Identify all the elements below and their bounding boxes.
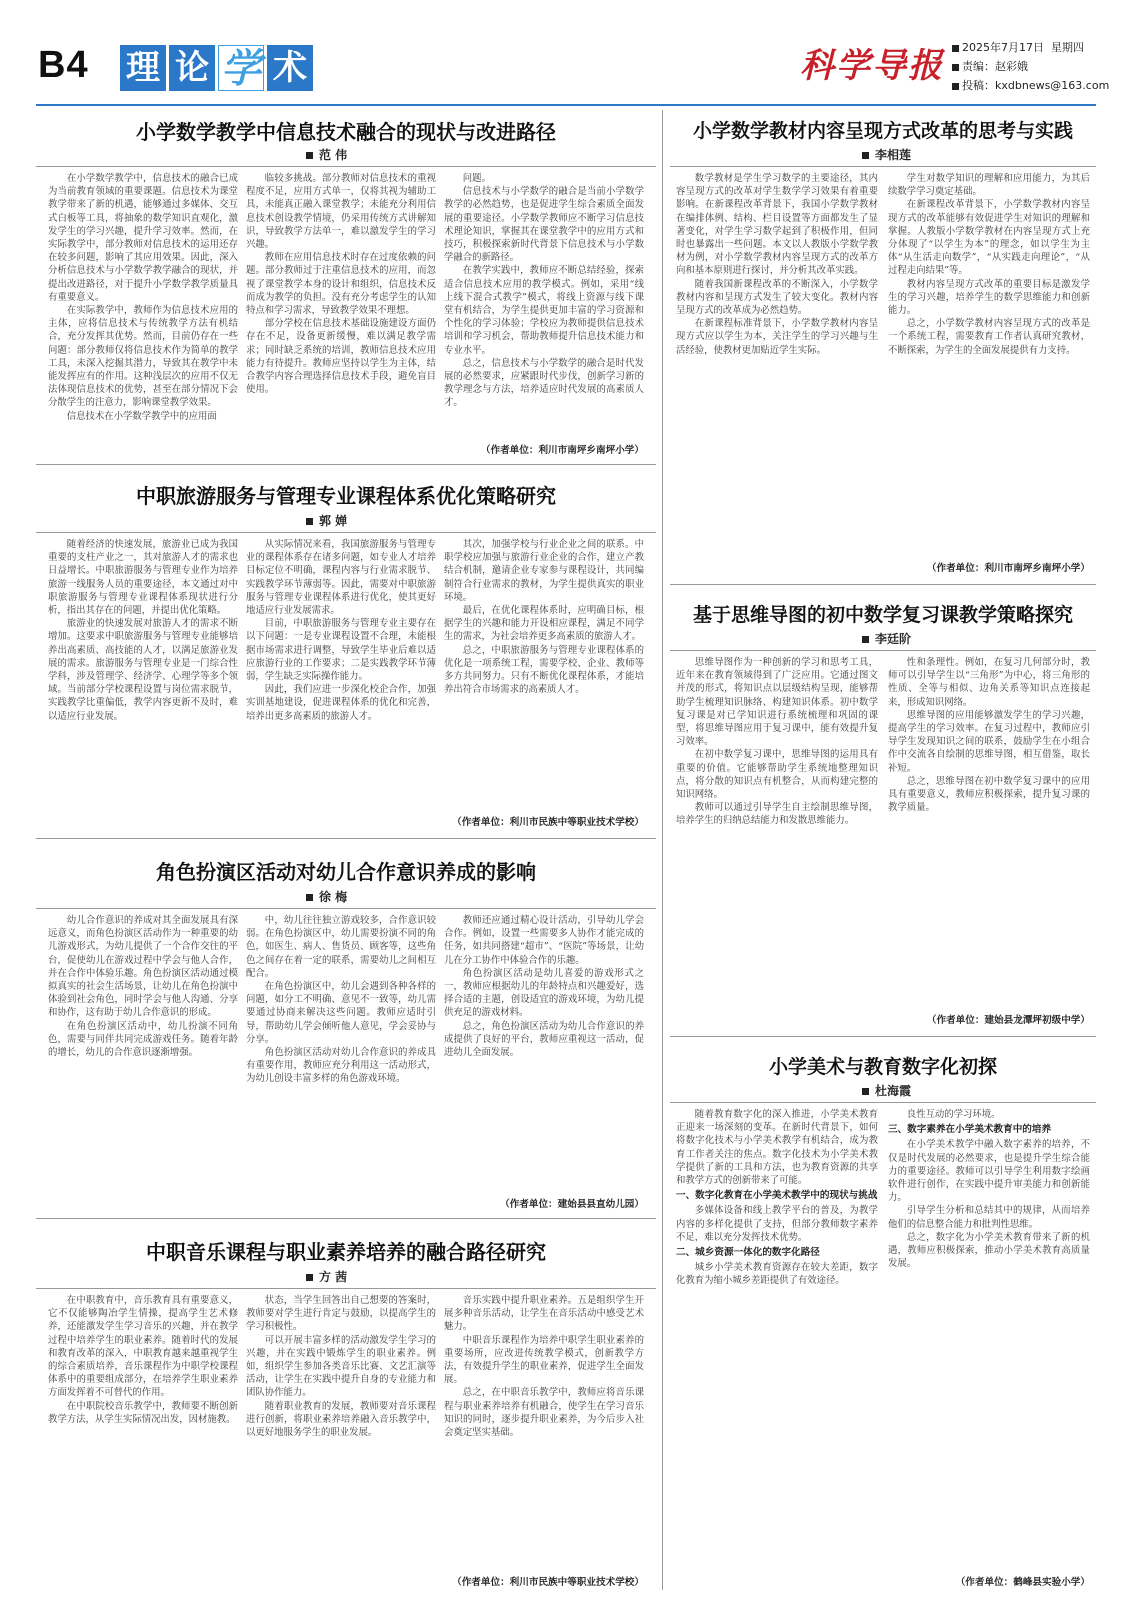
section-char: 学 (218, 45, 264, 91)
article-author: 郭 婵 (306, 512, 347, 529)
author-unit: （作者单位：利川市南坪乡南坪小学） (926, 563, 1090, 574)
masthead-meta (952, 38, 1109, 95)
author-unit: （作者单位：利川市南坪乡南坪小学） (480, 445, 644, 456)
section-rule (670, 1036, 1096, 1037)
paragraph: 教师还应通过精心设计活动，引导幼儿学会合作。例如，设置一些需要多人协作才能完成的任务，如共同搭建“超市”、“医院”等场景，让幼儿在分工协作中体验合作的乐趣。 (444, 915, 644, 966)
section-char: 论 (169, 45, 215, 91)
paragraph: 总之，数字化为小学美术教育带来了新的机遇，教师应积极探索，推动小学美术教育高质量发展。 (888, 1231, 1090, 1270)
author-unit: （作者单位：建始县县直幼儿园） (500, 1199, 644, 1210)
paragraph: 随着我国新课程改革的不断深入，小学数学教材内容和呈现方式发生了较大变化。教材内容呈现方式的改革成为必然趋势。 (676, 278, 878, 317)
paragraph: 在角色扮演区中，幼儿会遇到各种各样的问题，如分工不明确、意见不一致等，幼儿需要通过协商来解决这些问题。教师应适时引导，帮助幼儿学会倾听他人意见，学会妥协与分享。 (246, 981, 436, 1045)
section-banner (120, 45, 313, 91)
article-body-col (888, 656, 1090, 1008)
paragraph: 问题。 (462, 173, 491, 184)
weekday: 星期四 (1051, 41, 1084, 54)
paragraph: 总之，信息技术与小学数学的融合是时代发展的必然要求，应紧跟时代步伐，创新学习新的教学理念与方法，培养适应时代发展的高素质人才。 (444, 357, 644, 409)
paragraph: 总之，在中职音乐教学中，教师应将音乐课程与职业素养培养有机融合，使学生在学习音乐知识的同时，逐步提升职业素养，为今后步入社会奠定坚实基础。 (444, 1387, 644, 1439)
paragraph: 多媒体设备和线上教学平台的普及，为教学内容的多样化提供了支持，但部分教师数字素养不足，难以充分发挥技术优势。 (676, 1205, 878, 1243)
paragraph: 总之，角色扮演区活动为幼儿合作意识的养成提供了良好的平台，教师应重视这一活动，促进幼儿全面发展。 (444, 1020, 644, 1059)
title-rule (36, 1288, 656, 1289)
column-divider (662, 110, 663, 1590)
editor-line (952, 57, 1109, 76)
article-body-col (246, 914, 436, 1208)
title-rule (670, 1102, 1096, 1103)
article-body-col (676, 656, 878, 1030)
title-rule (670, 166, 1096, 167)
paragraph: 临较多挑战。部分教师对信息技术的重视程度不足，应用方式单一，仅将其视为辅助工具，未能真正融入课堂教学；未能充分利用信息技术创设教学情境，仍采用传统方式讲解知识，导致教学方法单一，难以激发学生的学习兴趣。 (246, 173, 436, 251)
section-rule (36, 1218, 656, 1219)
paragraph: 在初中数学复习课中，思维导图的运用具有重要的价值。它能够帮助学生系统地整理知识点，将分散的知识点有机整合，从而构建完整的知识网络。 (676, 749, 878, 801)
author-unit: （作者单位：鹤峰县实验小学） (955, 1577, 1090, 1588)
article-title: 中职音乐课程与职业素养培养的融合路径研究 (146, 1240, 546, 1264)
article-title: 中职旅游服务与管理专业课程体系优化策略研究 (136, 484, 556, 508)
title-rule (36, 908, 656, 909)
paper-logo: 科学导报 (800, 46, 944, 86)
paragraph: 可以开展丰富多样的活动激发学生学习的兴趣，并在实践中锻炼学生的职业素养。例如，组织学生参加各类音乐比赛、文艺汇演等活动，让学生在实践中提升自身的专业能力和团队协作能力。 (246, 1334, 436, 1399)
title-rule (36, 166, 656, 167)
paragraph: 在新课程改革背景下，小学数学教材内容呈现方式的改革能够有效促进学生对知识的理解和掌握。人教版小学数学教材在内容呈现方式上充分体现了“以学生为本”的理念，如以学生为主体“从生活走向数学”，“从实践走向理论”，“从过程走向结果”等。 (888, 199, 1090, 277)
date-line (952, 38, 1109, 57)
bullet-icon (862, 636, 869, 643)
paragraph: 总之，中职旅游服务与管理专业课程体系的优化是一项系统工程，需要学校、企业、教师等多方共同努力。只有不断优化课程体系，才能培养出符合市场需求的高素质人才。 (444, 644, 644, 696)
paragraph: 中职音乐课程作为培养中职学生职业素养的重要场所，应改进传统教学模式，创新教学方法，有效提升学生的职业素养，促进学生全面发展。 (444, 1334, 644, 1386)
article-body-col (246, 538, 436, 828)
paragraph: 教师可以通过引导学生自主绘制思维导图，培养学生的归纳总结能力和发散思维能力。 (676, 802, 878, 827)
page-number: B4 (38, 44, 89, 86)
paragraph: 在角色扮演区活动中，幼儿扮演不同角色，需要与同伴共同完成游戏任务。随着年龄的增长，幼儿的合作意识逐渐增强。 (48, 1020, 238, 1059)
article-author: 杜海霞 (862, 1082, 911, 1099)
article-body-col (48, 172, 238, 454)
article-body-col (888, 172, 1090, 554)
article-author: 范 伟 (306, 146, 347, 163)
paragraph: 音乐实践中提升职业素养。五是组织学生开展多种音乐活动，让学生在音乐活动中感受艺术魅力。 (444, 1295, 644, 1333)
article-body-col (444, 538, 644, 812)
article-title: 小学数学教材内容呈现方式改革的思考与实践 (692, 120, 1073, 142)
paragraph: 随着经济的快速发展，旅游业已成为我国重要的支柱产业之一，其对旅游人才的需求也日益增长。中职旅游服务与管理专业作为培养旅游一线服务人员的重要途径，本文通过对中职旅游服务与管理专业课程体系现状进行分析，指出其存在的问题，并提出优化策略。 (48, 539, 238, 617)
section-heading: 三、数字素养在小学美术教育中的培养 (888, 1124, 1052, 1136)
article-body-col (444, 914, 644, 1194)
article-body-col (246, 1294, 436, 1590)
article-body-col (676, 172, 878, 576)
paragraph: 教材内容呈现方式改革的重要目标是激发学生的学习兴趣，培养学生的数学思维能力和创新能力。 (888, 278, 1090, 317)
article-author: 李相莲 (862, 146, 911, 163)
paragraph: 总之，小学数学教材内容呈现方式的改革是一个系统工程，需要教育工作者认真研究教材，不断探索，为学生的全面发展提供有力支持。 (888, 318, 1090, 356)
title-rule (36, 532, 656, 533)
bullet-icon (306, 518, 313, 525)
paragraph: 思维导图作为一种创新的学习和思考工具，近年来在教育领域得到了广泛应用。它通过图文并茂的形式，将知识点以层级结构呈现，能够帮助学生梳理知识脉络、构建知识体系。初中数学复习课是对已学知识进行系统梳理和巩固的课型，将思维导图应用于复习课中，能有效提升复习效率。 (676, 657, 878, 748)
paragraph: 性和条理性。例如，在复习几何部分时，教师可以引导学生以“三角形”为中心，将三角形的性质、全等与相似、边角关系等知识点连接起来，形成知识网络。 (888, 657, 1090, 708)
paragraph: 在中职教育中，音乐教育具有重要意义，它不仅能够陶冶学生情操，提高学生艺术修养，还能激发学生学习音乐的兴趣，并在教学过程中培养学生的职业素养。随着时代的发展和教育改革的深入，中职教育越来越重视学生的综合素质培养，音乐课程作为中职学校课程体系中的重要组成部分，在培养学生职业素养方面发挥着不可替代的作用。 (48, 1295, 238, 1399)
paragraph: 从实际情况来看，我国旅游服务与管理专业的课程体系存在诸多问题，如专业人才培养目标定位不明确，课程内容与行业需求脱节、实践教学环节薄弱等。因此，需要对中职旅游服务与管理专业课程体系进行优化，使其更好地适应行业发展需求。 (246, 539, 436, 617)
paragraph: 在中职院校音乐教学中，教师要不断创新教学方法，从学生实际情况出发，因材施教。 (48, 1400, 238, 1425)
bullet-icon (862, 1088, 869, 1095)
section-rule (36, 464, 656, 465)
article-author: 李廷阶 (862, 630, 911, 647)
article-title: 小学美术与教育数字化初探 (768, 1056, 997, 1078)
article-body-col (888, 1108, 1090, 1570)
paragraph: 信息技术在小学数学教学中的应用面 (66, 410, 217, 422)
article-body-col (444, 1294, 644, 1570)
paragraph: 角色扮演区活动对幼儿合作意识的养成具有重要作用，教师应充分利用这一活动形式，为幼儿创设丰富多样的角色游戏环境。 (246, 1047, 436, 1085)
paragraph: 在小学美术教学中融入数字素养的培养，不仅是时代发展的必然要求，也是提升学生综合能力的重要途径。教师可以引导学生利用数字绘画软件进行创作，在实践中提升审美能力和创新能力。 (888, 1139, 1090, 1204)
paragraph: 旅游业的快速发展对旅游人才的需求不断增加。这要求中职旅游服务与管理专业能够培养出高素质、高技能的人才，以满足旅游业发展的需求。旅游服务与管理专业是一门综合性学科，涉及管理学、经济学、心理学等多个领域。当前部分学校课程设置与岗位需求脱节，实践教学比重偏低，教学内容更新不及时，难以适应行业发展。 (48, 618, 238, 722)
section-rule (670, 584, 1096, 585)
paragraph: 因此，我们应进一步深化校企合作，加强实训基地建设，促进课程体系的优化和完善，培养出更多高素质的旅游人才。 (246, 684, 436, 722)
paragraph: 目前，中职旅游服务与管理专业主要存在以下问题：一是专业课程设置不合理，未能根据市场需求进行调整，导致学生毕业后难以适应旅游行业的工作要求；二是实践教学环节薄弱，学生缺乏实际操作能力。 (246, 618, 436, 683)
paragraph: 状态，当学生回答出自己想要的答案时，教师要对学生进行肯定与鼓励，以提高学生的学习积极性。 (246, 1295, 436, 1333)
article-body-col (444, 172, 644, 440)
paragraph: 在实际教学中，教师作为信息技术应用的主体，应将信息技术与传统教学方法有机结合，充分发挥其优势。然而，目前仍存在一些问题：部分教师仅将信息技术作为简单的教学工具，未深入挖掘其潜力，导致其在教学中未能发挥应有的作用。这种浅层次的应用不仅无法体现信息技术的优势，甚至在部分情况下会分散学生的注意力，影响课堂教学效果。 (48, 305, 238, 409)
paragraph: 良性互动的学习环境。 (906, 1109, 1001, 1120)
article-author: 方 茜 (306, 1268, 347, 1285)
paragraph: 随着职业教育的发展，教师要对音乐课程进行创新，将职业素养培养融入音乐教学中，以更好地服务学生的职业发展。 (246, 1400, 436, 1439)
paragraph: 角色扮演区活动是幼儿喜爱的游戏形式之一，教师应根据幼儿的年龄特点和兴趣爱好，选择合适的主题，创设适宜的游戏环境，为幼儿提供充足的游戏材料。 (444, 967, 644, 1019)
bullet-icon (952, 64, 959, 71)
author-unit: （作者单位：利川市民族中等职业技术学校） (452, 817, 644, 828)
article-body-col (48, 538, 238, 828)
article-title: 小学数学教学中信息技术融合的现状与改进路径 (136, 120, 556, 144)
paragraph: 幼儿合作意识的养成对其全面发展具有深远意义，而角色扮演区活动作为一种重要的幼儿游戏形式，为幼儿提供了一个合作交往的平台，促使幼儿在游戏过程中学会与他人合作，并在合作中体验乐趣。角色扮演区活动通过模拟真实的社会生活场景，让幼儿在角色扮演中体验到社会角色，同时学会与他人沟通、分享和协作，这有助于幼儿合作意识的形成。 (48, 915, 238, 1019)
section-char: 术 (267, 45, 313, 91)
article-title: 基于思维导图的初中数学复习课教学策略探究 (692, 604, 1073, 626)
article-author: 徐 梅 (306, 888, 347, 905)
author-unit: （作者单位：利川市民族中等职业技术学校） (452, 1577, 644, 1588)
article-body-col (676, 1108, 878, 1590)
paragraph: 总之，思维导图在初中数学复习课中的应用具有重要意义，教师应积极探索，提升复习课的教学质量。 (888, 775, 1090, 814)
bullet-icon (306, 152, 313, 159)
bullet-icon (952, 45, 959, 52)
paragraph: 教师在应用信息技术时存在过度依赖的问题。部分教师过于注重信息技术的应用，而忽视了课堂教学本身的设计和组织，信息技术反而成为教学的负担。没有充分考虑学生的认知特点和学习需求，导致教学效果不理想。 (246, 252, 436, 317)
paragraph: 中，幼儿往往独立游戏较多，合作意识较弱。在角色扮演区中，幼儿需要扮演不同的角色，如医生、病人、售货员、顾客等，这些角色之间存在着一定的联系，需要幼儿之间相互配合。 (246, 915, 436, 979)
paragraph: 思维导图的应用能够激发学生的学习兴趣，提高学生的学习效率。在复习过程中，教师应引导学生发现知识之间的联系，鼓励学生在小组合作中交流各自绘制的思维导图，相互借鉴，取长补短。 (888, 709, 1090, 774)
article-body-col (246, 172, 436, 454)
bullet-icon (306, 1274, 313, 1281)
paragraph: 部分学校在信息技术基础设施建设方面仍存在不足，设备更新缓慢，难以满足教学需求；同时缺乏系统的培训，教师信息技术应用能力有待提升。教师应坚持以学生为主体，结合教学内容合理选择信息技术手段，避免盲目使用。 (246, 318, 436, 396)
paragraph: 其次，加强学校与行业企业之间的联系。中职学校应加强与旅游行业企业的合作，建立产教结合机制，邀请企业专家参与课程设计，共同编制符合行业需求的教材，为学生提供真实的职业环境。 (444, 539, 644, 603)
paragraph: 引导学生分析和总结其中的规律，从而培养他们的信息整合能力和批判性思维。 (888, 1205, 1090, 1230)
section-heading: 一、数字化教育在小学美术教学中的现状与挑战 (676, 1190, 878, 1202)
paragraph: 在新课程标准背景下，小学数学教材内容呈现方式应以学生为本，关注学生的学习兴趣与生活经验，使教材更加贴近学生实际。 (676, 318, 878, 356)
paragraph: 数学教材是学生学习数学的主要途径，其内容呈现方式的改革对学生数学学习效果有着重要影响。在新课程改革背景下，我国小学数学教材在编排体例、结构、栏目设置等方面都发生了显著变化，对学生学习数学起到了积极作用，但同时也暴露出一些问题。本文以人教版小学数学教材为例，对小学数学教材内容呈现方式的改革方向和基本原则进行探讨，并分析其改革实践。 (676, 173, 878, 277)
editor: 责编：赵彩娥 (962, 60, 1028, 73)
date: 2025年7月17日 (962, 41, 1044, 54)
paragraph: 在教学实践中，教师应不断总结经验，探索适合信息技术应用的教学模式。例如，采用“线上线下混合式教学”模式，将线上资源与线下课堂有机结合，为学生提供更加丰富的学习资源和个性化的学习体验；学校应为教师提供信息技术培训和学习机会，帮助教师提升信息技术能力和专业水平。 (444, 265, 644, 356)
paragraph: 在小学数学教学中，信息技术的融合已成为当前教育领域的重要课题。信息技术为课堂教学带来了新的机遇，能够通过多媒体、交互式白板等工具，将抽象的数学知识直观化，激发学生的学习兴趣，提升学习效率。然而，在实际教学中，部分教师对信息技术的运用还存在较多问题，影响了其应用效果。因此，深入分析信息技术与小学数学教学融合的现状，并提出改进路径，对于提升小学数学教学质量具有重要意义。 (48, 173, 238, 303)
paragraph: 信息技术与小学数学的融合是当前小学数学教学的必然趋势，也是促进学生综合素质全面发展的重要途径。小学数学教师应不断学习信息技术理论知识，掌握其在课堂教学中的应用方式和技巧，积极探索新时代背景下信息技术与小学数学融合的新路径。 (444, 186, 644, 264)
paragraph: 城乡小学美术教育资源存在较大差距，数字化教育为缩小城乡差距提供了有效途径。 (676, 1262, 878, 1287)
section-char: 理 (120, 45, 166, 91)
email: 投稿：kxdbnews@163.com (962, 79, 1110, 92)
paragraph: 最后，在优化课程体系时，应明确目标，根据学生的兴趣和能力开设相应课程，满足不同学生的需求，为社会培养更多高素质的旅游人才。 (444, 605, 644, 643)
email-line (952, 76, 1109, 95)
section-heading: 二、城乡资源一体化的数字化路径 (676, 1247, 820, 1259)
article-body-col (48, 1294, 238, 1590)
title-rule (670, 650, 1096, 651)
bullet-icon (862, 152, 869, 159)
article-title: 角色扮演区活动对幼儿合作意识养成的影响 (156, 860, 536, 884)
paragraph: 随着教育数字化的深入推进，小学美术教育正迎来一场深刻的变革。在新时代背景下，如何将数字化技术与小学美术教学有机结合，成为教育工作者关注的焦点。数字化技术为小学美术教学提供了新的工具和方法，也为教育资源的共享和教学方式的创新带来了可能。 (676, 1109, 878, 1187)
bullet-icon (306, 894, 313, 901)
article-body-col (48, 914, 238, 1208)
masthead-rule (36, 104, 1096, 106)
bullet-icon (952, 83, 959, 90)
section-rule (36, 838, 656, 839)
paragraph: 学生对数学知识的理解和应用能力，为其后续数学学习奠定基础。 (888, 173, 1090, 198)
author-unit: （作者单位：建始县龙潭坪初级中学） (926, 1015, 1090, 1026)
